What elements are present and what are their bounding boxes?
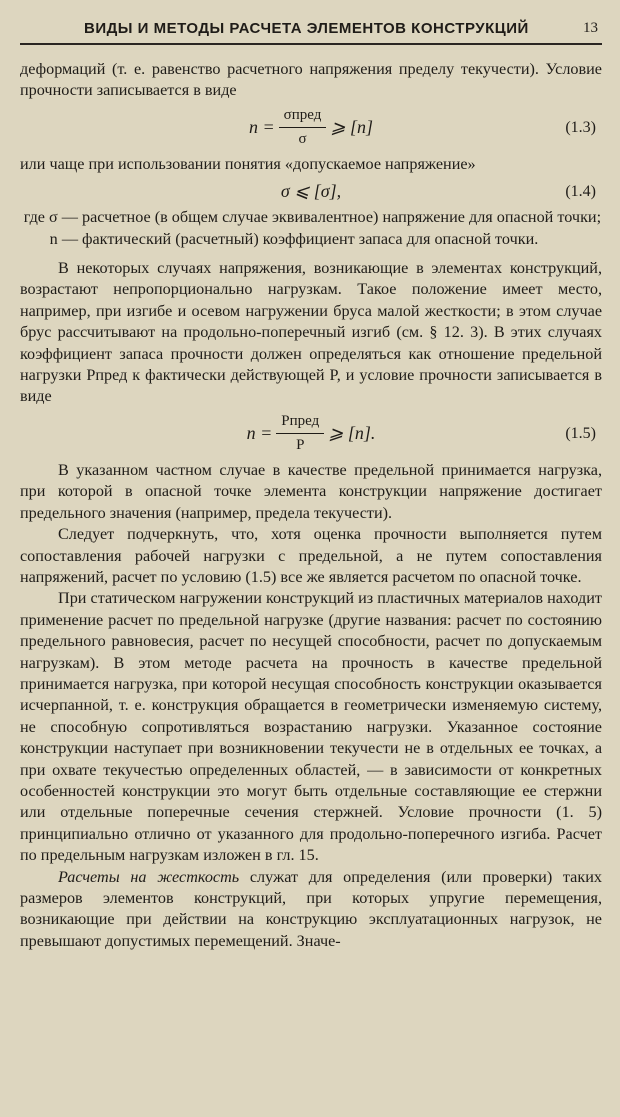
fraction-denominator: σ — [298, 131, 307, 148]
page-number: 13 — [583, 20, 598, 36]
equation-expression: σ ⩽ [σ], — [280, 180, 342, 201]
paragraph: При статическом нагружении конструкций из пластичных материалов находит применение расчет по предельной нагрузке (другие названия: расчет по состоянию предельного равновесия, расчет по несущей способности, расчет по допускаемым нагрузкам). В этом методе расчета на прочность в качестве предельной принимается нагрузка, при которой несущая способность конструкции оказывается исчерпанной, т. е. конструкция обращается в геометрически изменяемую систему, не способную сопротивляться возрастанию нагрузки. Указанное состояние конструкции наступает при возникновении текучести не в отдельных ее точках, а при охвате текучестью определенных областей, — в зависимости от конкретных особенностей конструкции это могут быть отдельные составляющие ее стержни или отдельные поперечные сечения стержней. Условие прочности (1. 5) принципиально отлично от указанного для продольно-поперечного изгиба. Расчет по предельным нагрузкам изложен в гл. 15. — [20, 589, 602, 865]
page-content — [20, 59, 602, 952]
paragraph-text: служат для определения (или проверки) таких размеров элементов конструкций, при которых упругие перемещения, возникающие при действии на конструкцию эксплуатационных нагрузок, не превышают допустимых перемещений. Значе- — [20, 867, 602, 950]
equation-1-3 — [20, 102, 602, 154]
equation-1-4 — [20, 175, 602, 207]
fraction-denominator: P — [296, 437, 305, 454]
equation-number: (1.5) — [565, 425, 596, 443]
fraction — [279, 105, 327, 151]
definition-item — [20, 207, 602, 228]
page-header — [20, 20, 602, 45]
fraction-numerator: σпред — [279, 105, 327, 128]
emphasized-term: Расчеты на жесткость — [58, 867, 240, 886]
definition-symbol: где σ — — [23, 208, 78, 227]
equation-rhs: ⩾ [n] — [330, 117, 373, 138]
fraction — [276, 411, 324, 457]
equation-number: (1.4) — [565, 182, 596, 200]
paragraph: Следует подчеркнуть, что, хотя оценка прочности выполняется путем сопоставления рабочей нагрузки с предельной, а не путем сопоставления напряжений, расчет по условию (1.5) все же является расчетом по опасной точке. — [20, 525, 602, 586]
paragraph: деформаций (т. е. равенство расчетного напряжения пределу текучести). Условие прочности записывается в виде — [20, 60, 602, 100]
equation-lhs: n = — [246, 423, 273, 444]
definition-item — [20, 229, 602, 250]
equation-1-5 — [20, 408, 602, 460]
paragraph: В указанном частном случае в качестве предельной принимается нагрузка, при которой в опасной точке элемента конструкции напряжение достигает предельного значения (например, предела текучести). — [20, 460, 602, 522]
equation-number: (1.3) — [565, 119, 596, 137]
definition-text: расчетное (в общем случае эквивалентное) напряжение для опасной точки; — [82, 208, 602, 227]
definition-symbol: n — — [49, 229, 78, 248]
fraction-numerator: Pпред — [276, 411, 324, 434]
running-head: ВИДЫ И МЕТОДЫ РАСЧЕТА ЭЛЕМЕНТОВ КОНСТРУКЦИЙ — [84, 20, 529, 37]
equation-lhs: n = — [249, 117, 275, 138]
paragraph: В некоторых случаях напряжения, возникающие в элементах конструкций, возрастают непропорционально нагрузкам. Такое положение имеет место, например, при изгибе и осевом нагружении бруса малой жесткости; в этом случае брус рассчитывают на продольно-поперечный изгиб (см. § 12. 3). В этих случаях коэффициент запаса прочности должен определяться как отношение предельной нагрузки Pпред к фактически действующей P, и условие прочности записывается в виде — [20, 259, 602, 406]
paragraph: или чаще при использовании понятия «допускаемое напряжение» — [20, 154, 476, 173]
equation-rhs: ⩾ [n]. — [328, 423, 376, 444]
definitions-list — [20, 207, 602, 250]
definition-text: фактический (расчетный) коэффициент запаса для опасной точки. — [82, 229, 539, 248]
paragraph — [20, 867, 602, 953]
